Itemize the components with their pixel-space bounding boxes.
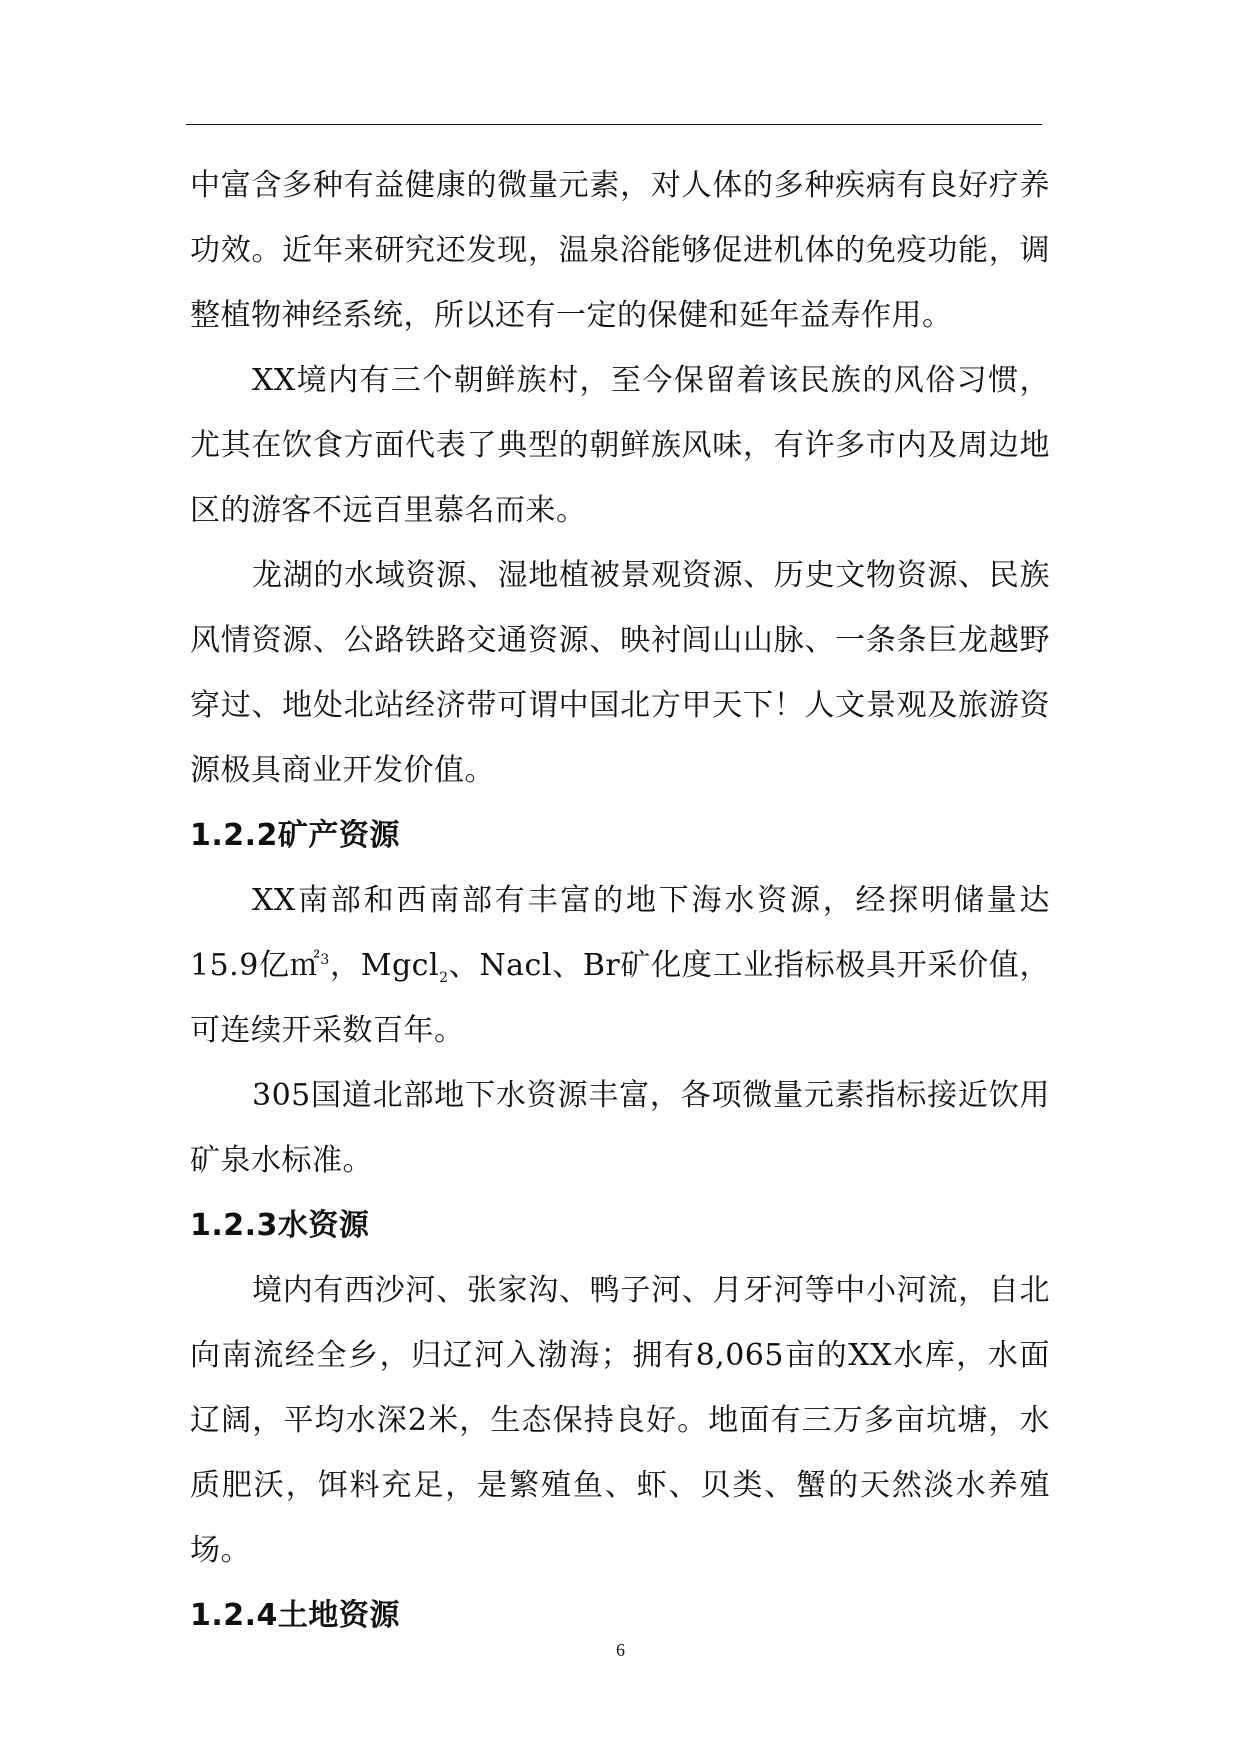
paragraph-longhu-resources: 龙湖的水域资源、湿地植被景观资源、历史文物资源、民族风情资源、公路铁路交通资源、映衬闾山山脉、一条条巨龙越野穿过、地处北站经济带可谓中国北方甲天下！人文景观及旅游资源极具商业开发价值。 <box>190 558 1050 788</box>
heading-land-resources: 1.2.4土地资源 <box>190 1598 400 1633</box>
heading-water-resources: 1.2.3水资源 <box>190 1208 370 1243</box>
paragraph-hot-spring: 中富含多种有益健康的微量元素，对人体的多种疾病有良好疗养功效。近年来研究还发现，温泉浴能够促进机体的免疫功能，调整植物神经系统，所以还有一定的保健和延年益寿作用。 <box>190 168 1050 333</box>
subscript-2: 2 <box>439 970 449 986</box>
page-number: 6 <box>616 1640 625 1660</box>
paragraph-korean-villages: XX境内有三个朝鲜族村，至今保留着该民族的风俗习惯，尤其在饮食方面代表了典型的朝鲜族风味，有许多市内及周边地区的游客不远百里慕名而来。 <box>190 363 1050 528</box>
heading-mineral-resources: 1.2.2矿产资源 <box>190 818 400 853</box>
seawater-text-mid: ，Mgcl <box>329 948 440 983</box>
seawater-text-before: XX南部和西南部有丰富的地下海水资源，经探明储量达15.9亿㎡ <box>190 883 1050 983</box>
paragraph-groundwater: 305国道北部地下水资源丰富，各项微量元素指标接近饮用矿泉水标准。 <box>190 1078 1050 1178</box>
paragraph-seawater-resources <box>190 868 1050 1063</box>
header-rule <box>186 124 1042 125</box>
document-body <box>190 153 1050 1648</box>
seawater-text-after: 、Nacl、Br矿化度工业指标极具开采价值，可连续开采数百年。 <box>190 948 1051 1048</box>
paragraph-rivers: 境内有西沙河、张家沟、鸭子河、月牙河等中小河流，自北向南流经全乡，归辽河入渤海；拥有8,065亩的XX水库，水面辽阔，平均水深2米，生态保持良好。地面有三万多亩坑塘，水质肥沃，饵料充足，是繁殖鱼、虾、贝类、蟹的天然淡水养殖场。 <box>190 1273 1050 1568</box>
superscript-3: 3 <box>320 952 330 968</box>
